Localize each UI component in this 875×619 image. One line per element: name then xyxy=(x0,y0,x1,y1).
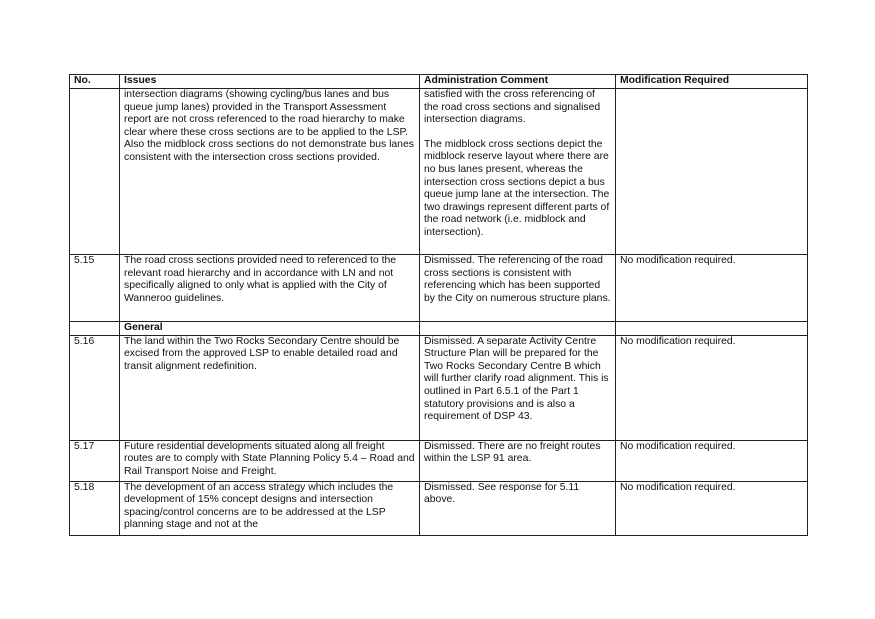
header-no: No. xyxy=(70,75,120,89)
row-number xyxy=(70,89,120,255)
header-modification-required: Modification Required xyxy=(616,75,808,89)
issues-table xyxy=(69,74,808,536)
admin-comment-paragraph: The midblock cross sections depict the midblock reserve layout where there are no bus lanes present, whereas the intersection cross sections depict a bus queue jump lane at the intersection. The two drawings represent different parts of the road network (i.e. midblock and intersection). xyxy=(424,138,610,238)
issue-text: intersection diagrams (showing cycling/bus lanes and bus queue jump lanes) provided in the Transport Assessment report are not cross referenced to the road hierarchy to make clear where these cross sections are to be applied to the LSP. Also the midblock cross sections do not demonstrate bus lanes consistent with the intersection cross sections provided. xyxy=(120,89,420,255)
admin-comment xyxy=(420,89,616,255)
section-empty xyxy=(616,322,808,336)
issue-text: The land within the Two Rocks Secondary Centre should be excised from the approved LSP to enable detailed road and transit alignment redefinition. xyxy=(120,335,420,440)
admin-comment: Dismissed. See response for 5.11 above. xyxy=(420,481,616,535)
table-row xyxy=(70,335,808,440)
modification-required xyxy=(616,89,808,255)
admin-comment: Dismissed. There are no freight routes within the LSP 91 area. xyxy=(420,440,616,481)
table-row xyxy=(70,440,808,481)
table-row xyxy=(70,255,808,322)
modification-required: No modification required. xyxy=(616,335,808,440)
admin-comment: Dismissed. A separate Activity Centre Structure Plan will be prepared for the Two Rocks Secondary Centre B which will further clarify road alignment. This is outlined in Part 6.5.1 of the Part 1 statutory provisions and is also a requirement of DSP 43. xyxy=(420,335,616,440)
table-row xyxy=(70,89,808,255)
header-admin-comment: Administration Comment xyxy=(420,75,616,89)
admin-comment: Dismissed. The referencing of the road cross sections is consistent with referencing which has been supported by the City on numerous structure plans. xyxy=(420,255,616,322)
section-row xyxy=(70,322,808,336)
section-empty xyxy=(420,322,616,336)
row-number: 5.18 xyxy=(70,481,120,535)
admin-comment-paragraph: satisfied with the cross referencing of the road cross sections and signalised intersection diagrams. xyxy=(424,89,601,126)
modification-required: No modification required. xyxy=(616,255,808,322)
issue-text: The road cross sections provided need to referenced to the relevant road hierarchy and in accordance with LN and not specifically aligned to only what is applied with the City of Wanneroo guidelines. xyxy=(120,255,420,322)
header-issues: Issues xyxy=(120,75,420,89)
table-header-row xyxy=(70,75,808,89)
table-row xyxy=(70,481,808,535)
row-number: 5.16 xyxy=(70,335,120,440)
issue-text: Future residential developments situated along all freight routes are to comply with State Planning Policy 5.4 – Road and Rail Transport Noise and Freight. xyxy=(120,440,420,481)
section-heading: General xyxy=(120,322,420,336)
modification-required: No modification required. xyxy=(616,481,808,535)
row-number: 5.17 xyxy=(70,440,120,481)
section-number-empty xyxy=(70,322,120,336)
row-number: 5.15 xyxy=(70,255,120,322)
modification-required: No modification required. xyxy=(616,440,808,481)
issue-text: The development of an access strategy which includes the development of 15% concept designs and intersection spacing/control concerns are to be addressed at the LSP planning stage and not at the xyxy=(120,481,420,535)
